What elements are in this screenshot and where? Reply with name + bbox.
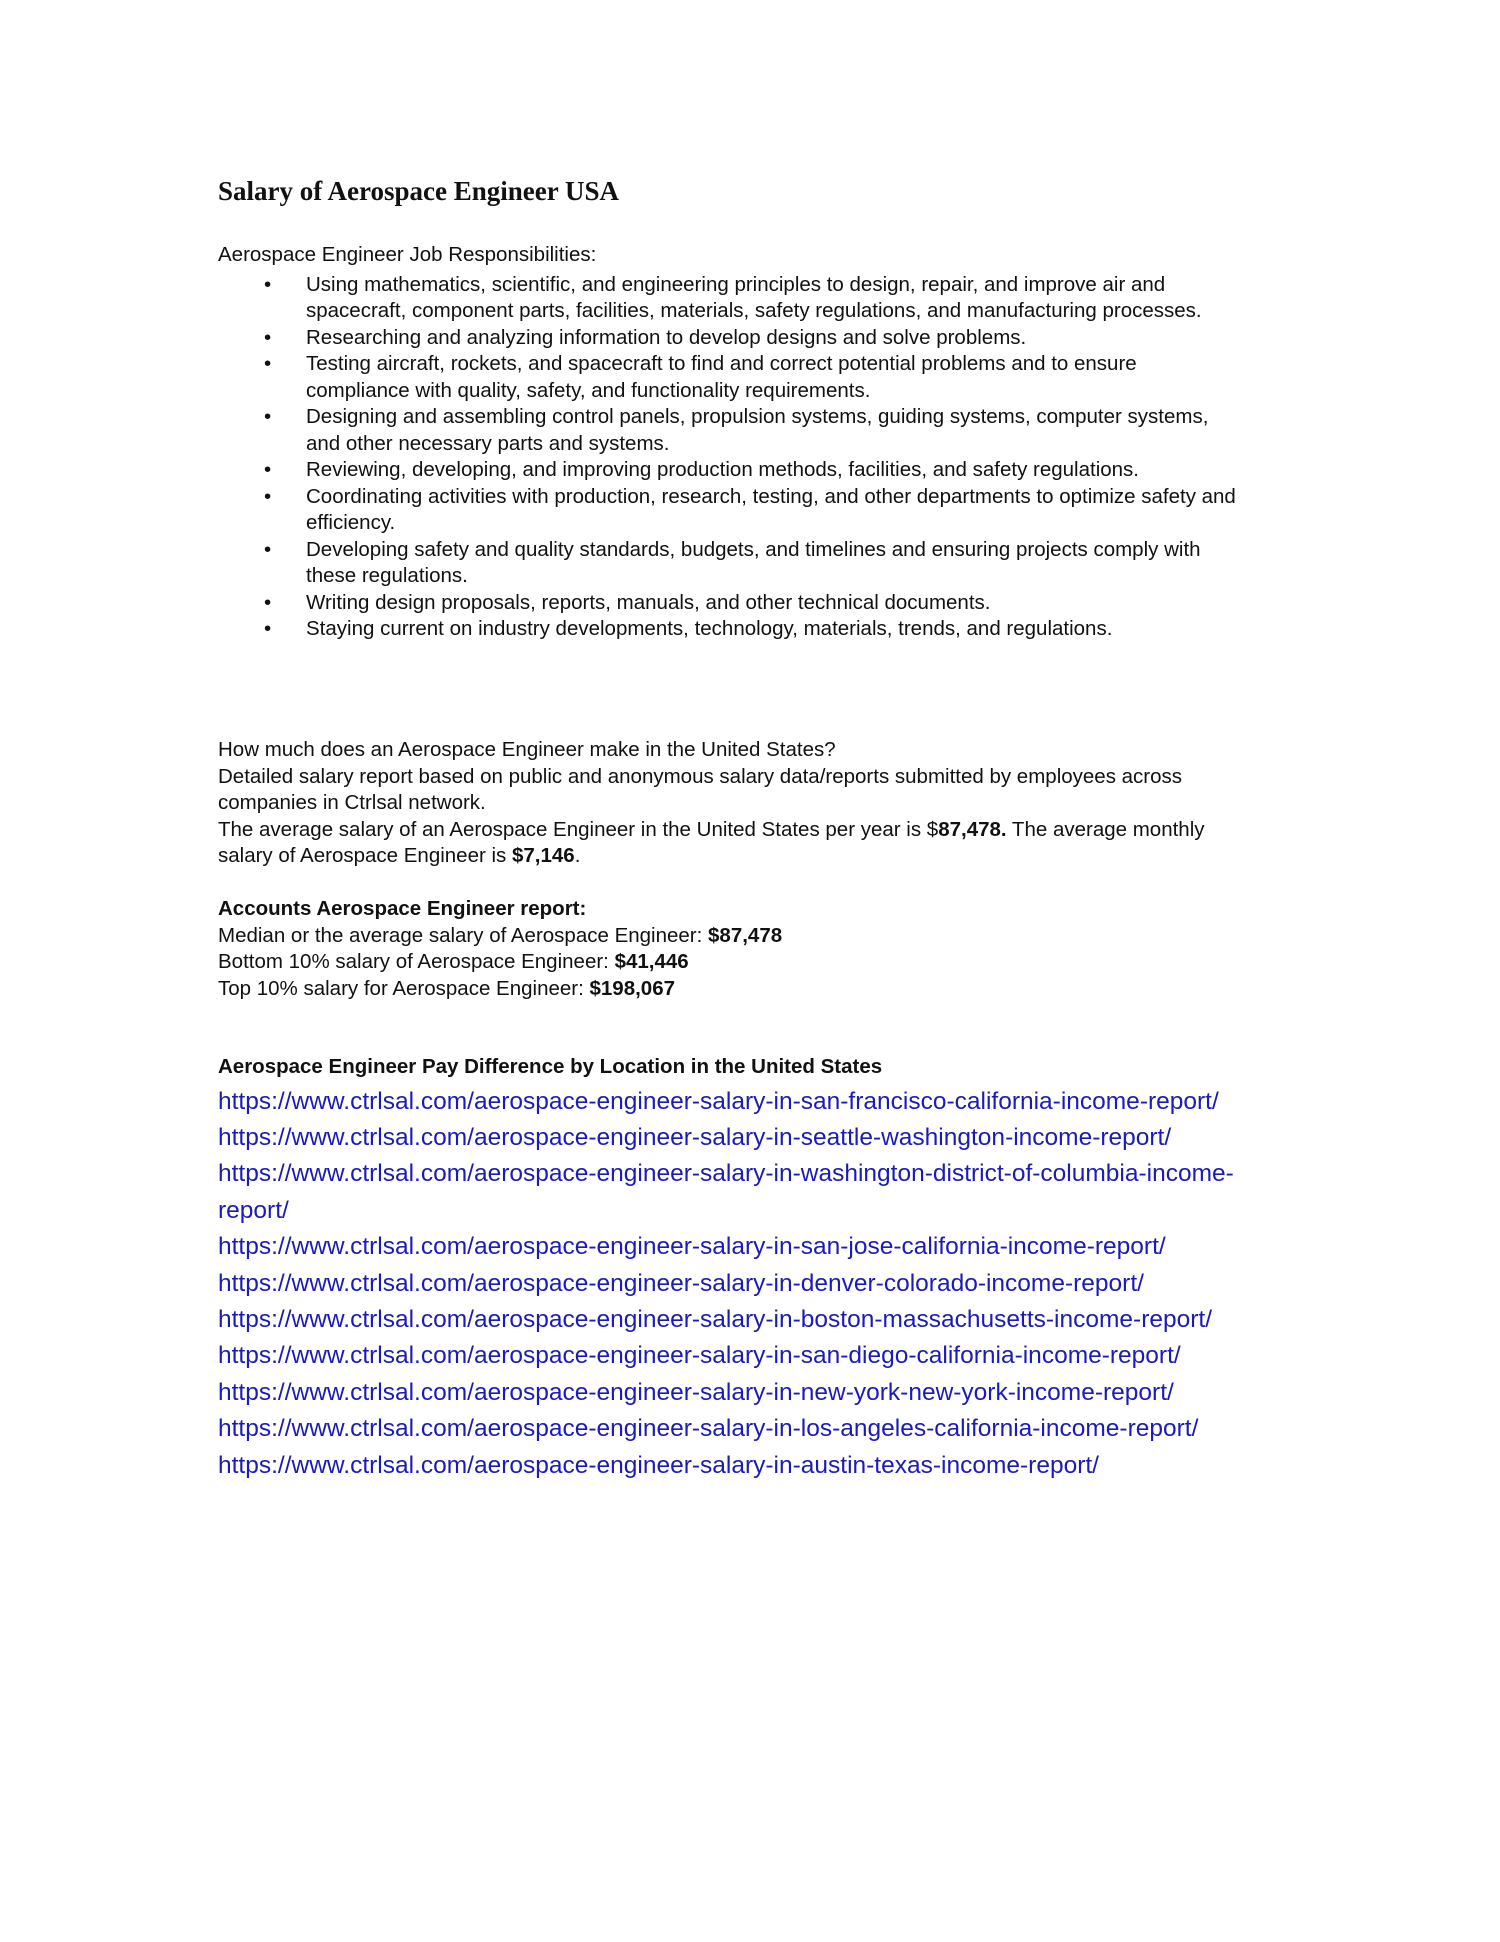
responsibilities-section bbox=[218, 242, 1258, 643]
location-link-los-angeles[interactable]: https://www.ctrlsal.com/aerospace-engineer-salary-in-los-angeles-california-income-report/ bbox=[218, 1415, 1199, 1443]
responsibilities-list bbox=[218, 272, 1258, 643]
salary-report bbox=[218, 896, 1263, 1002]
average-yearly-salary: 87,478. bbox=[938, 817, 1007, 841]
report-row-median: Median or the average salary of Aerospace Engineer: $87,478 bbox=[218, 923, 783, 947]
bullet-icon: • bbox=[264, 590, 272, 614]
list-item: • Testing aircraft, rockets, and spacecraft to find and correct potential problems and to ensure compliance with quality, safety, and functionality requirements. bbox=[264, 352, 1137, 402]
bullet-icon: • bbox=[264, 405, 272, 428]
location-link-denver[interactable]: https://www.ctrlsal.com/aerospace-engineer-salary-in-denver-colorado-income-report/ bbox=[218, 1269, 1144, 1297]
salary-overview bbox=[218, 737, 1263, 870]
location-heading: Aerospace Engineer Pay Difference by Location in the United States bbox=[218, 1055, 883, 1078]
location-link-san-jose[interactable]: https://www.ctrlsal.com/aerospace-engineer-salary-in-san-jose-california-income-report/ bbox=[218, 1233, 1166, 1261]
list-item: • Researching and analyzing information to develop designs and solve problems. bbox=[218, 325, 1236, 352]
responsibilities-heading: Aerospace Engineer Job Responsibilities: bbox=[218, 243, 597, 266]
report-row-bottom-10: Bottom 10% salary of Aerospace Engineer: $41,446 bbox=[218, 950, 689, 973]
list-item: • Using mathematics, scientific, and engineering principles to design, repair, and improve air and spacecraft, component parts, facilities, materials, safety regulations, and manufacturing processes. bbox=[264, 272, 1202, 322]
location-link-san-diego[interactable]: https://www.ctrlsal.com/aerospace-engineer-salary-in-san-diego-california-income-report/ bbox=[218, 1342, 1181, 1370]
location-section bbox=[218, 1054, 1278, 1484]
list-item: • Reviewing, developing, and improving production methods, facilities, and safety regulations. bbox=[218, 457, 1236, 484]
overview-question: How much does an Aerospace Engineer make in the United States? bbox=[218, 738, 836, 761]
list-item: • Writing design proposals, reports, manuals, and other technical documents. bbox=[218, 590, 1236, 617]
bullet-icon: • bbox=[264, 537, 272, 561]
average-monthly-salary: $7,146 bbox=[512, 844, 575, 867]
report-heading: Accounts Aerospace Engineer report: bbox=[218, 897, 587, 920]
bullet-icon: • bbox=[264, 352, 272, 375]
location-link-san-francisco[interactable]: https://www.ctrlsal.com/aerospace-engineer-salary-in-san-francisco-california-income-report/ bbox=[218, 1087, 1219, 1115]
overview-average: The average salary of an Aerospace Engineer in the United States per year is $87,478. The average monthly salary of Aerospace Engineer is $7,146. bbox=[218, 817, 1205, 867]
list-item: • Coordinating activities with production, research, testing, and other departments to optimize safety and efficiency. bbox=[264, 484, 1236, 534]
bullet-icon: • bbox=[264, 484, 272, 508]
location-link-washington-dc[interactable]: https://www.ctrlsal.com/aerospace-engineer-salary-in-washington-district-of-columbia-income-report/ bbox=[218, 1160, 1234, 1224]
location-link-new-york[interactable]: https://www.ctrlsal.com/aerospace-engineer-salary-in-new-york-new-york-income-report/ bbox=[218, 1378, 1174, 1406]
location-links bbox=[218, 1084, 1278, 1484]
bullet-icon: • bbox=[264, 325, 272, 349]
report-row-top-10: Top 10% salary for Aerospace Engineer: $198,067 bbox=[218, 976, 676, 1000]
location-link-austin[interactable]: https://www.ctrlsal.com/aerospace-engineer-salary-in-austin-texas-income-report/ bbox=[218, 1451, 1099, 1479]
bullet-icon: • bbox=[264, 458, 272, 481]
page-title: Salary of Aerospace Engineer USA bbox=[218, 176, 619, 206]
list-item: • Staying current on industry developments, technology, materials, trends, and regulations. bbox=[218, 616, 1236, 643]
bullet-icon: • bbox=[264, 617, 272, 640]
bullet-icon: • bbox=[264, 272, 272, 296]
location-link-boston[interactable]: https://www.ctrlsal.com/aerospace-engineer-salary-in-boston-massachusetts-income-report/ bbox=[218, 1305, 1212, 1333]
list-item: • Developing safety and quality standards, budgets, and timelines and ensuring projects comply with these regulations. bbox=[264, 537, 1201, 587]
list-item: • Designing and assembling control panels, propulsion systems, guiding systems, computer systems, and other necessary parts and systems. bbox=[264, 405, 1209, 455]
location-link-seattle[interactable]: https://www.ctrlsal.com/aerospace-engineer-salary-in-seattle-washington-income-report/ bbox=[218, 1123, 1172, 1151]
overview-detail: Detailed salary report based on public and anonymous salary data/reports submitted by employees across companies in Ctrlsal network. bbox=[218, 764, 1183, 814]
